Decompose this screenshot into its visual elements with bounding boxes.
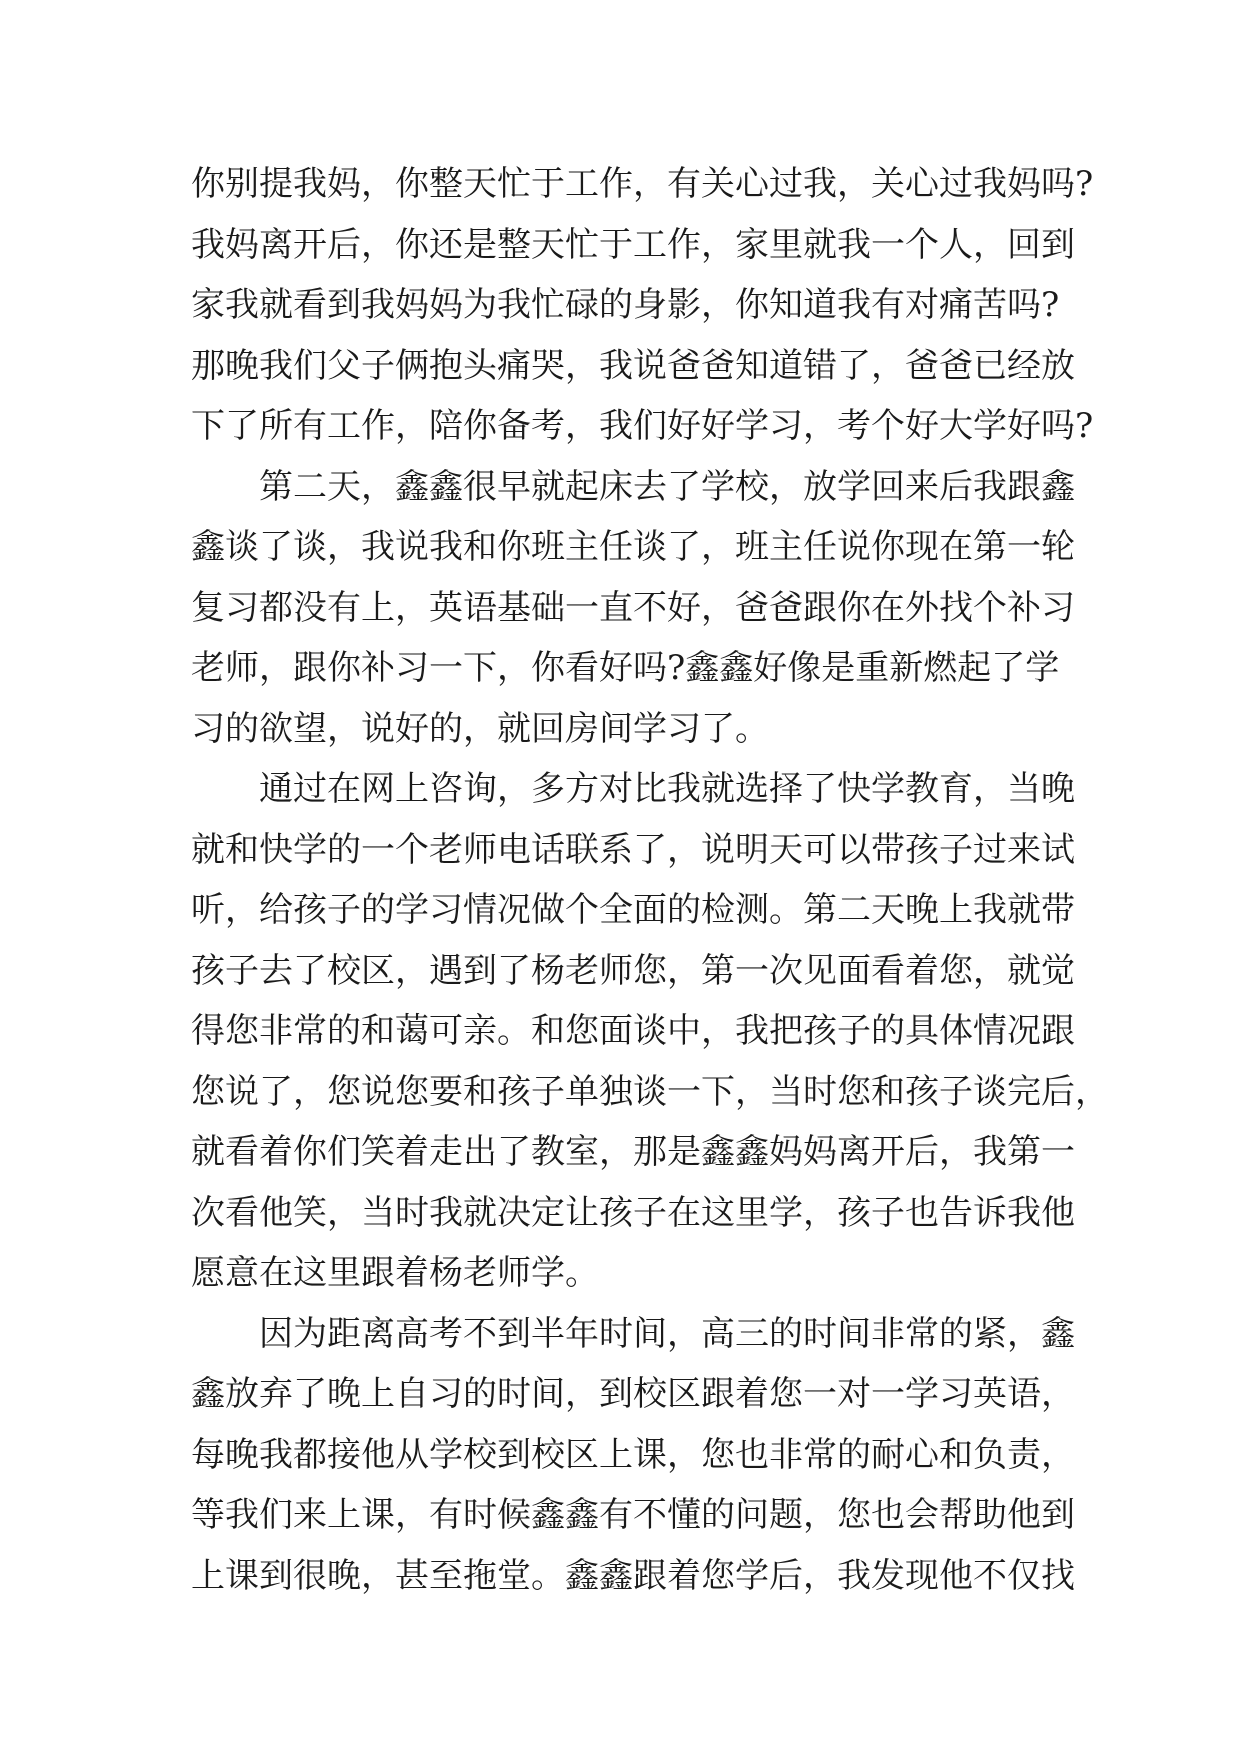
- text-line: 习的欲望，说好的，就回房间学习了。: [191, 708, 769, 749]
- text-line: 因为距离高考不到半年时间，高三的时间非常的紧，鑫: [259, 1313, 1075, 1354]
- text-line: 您说了，您说您要和孩子单独谈一下，当时您和孩子谈完后，: [191, 1071, 1109, 1112]
- paragraph: [191, 1304, 1075, 1607]
- text-line: 老师，跟你补习一下，你看好吗?鑫鑫好像是重新燃起了学: [191, 648, 1060, 688]
- paragraph: [191, 154, 1094, 457]
- text-line: 就和快学的一个老师电话联系了，说明天可以带孩子过来试: [191, 829, 1075, 870]
- text-line: 那晚我们父子俩抱头痛哭，我说爸爸知道错了，爸爸已经放: [191, 345, 1075, 386]
- body-text: [191, 154, 1109, 1606]
- text-line: 愿意在这里跟着杨老师学。: [191, 1253, 599, 1293]
- text-line: 你别提我妈，你整天忙于工作，有关心过我，关心过我妈吗?: [191, 164, 1094, 204]
- text-line: 孩子去了校区，遇到了杨老师您，第一次见面看着您，就觉: [191, 950, 1075, 991]
- text-line: 得您非常的和蔼可亲。和您面谈中，我把孩子的具体情况跟: [191, 1011, 1075, 1051]
- text-line: 鑫放弃了晚上自习的时间，到校区跟着您一对一学习英语，: [191, 1374, 1075, 1414]
- text-line: 鑫谈了谈，我说我和你班主任谈了，班主任说你现在第一轮: [191, 527, 1075, 567]
- text-line: 第二天，鑫鑫很早就起床去了学校，放学回来后我跟鑫: [259, 466, 1075, 507]
- text-line: 每晚我都接他从学校到校区上课，您也非常的耐心和负责，: [191, 1434, 1075, 1475]
- text-line: 就看着你们笑着走出了教室，那是鑫鑫妈妈离开后，我第一: [191, 1132, 1075, 1172]
- text-line: 我妈离开后，你还是整天忙于工作，家里就我一个人，回到: [191, 224, 1075, 265]
- text-line: 上课到很晚，甚至拖堂。鑫鑫跟着您学后，我发现他不仅找: [191, 1555, 1075, 1596]
- paragraph: [191, 457, 1075, 760]
- text-line: 听，给孩子的学习情况做个全面的检测。第二天晚上我就带: [191, 890, 1075, 930]
- paragraph: [191, 759, 1109, 1304]
- text-line: 家我就看到我妈妈为我忙碌的身影，你知道我有对痛苦吗?: [191, 285, 1060, 325]
- text-line: 通过在网上咨询，多方对比我就选择了快学教育，当晚: [259, 769, 1075, 809]
- text-line: 下了所有工作，陪你备考，我们好好学习，考个好大学好吗?: [191, 406, 1094, 446]
- text-line: 等我们来上课，有时候鑫鑫有不懂的问题，您也会帮助他到: [191, 1495, 1075, 1535]
- text-line: 复习都没有上，英语基础一直不好，爸爸跟你在外找个补习: [191, 587, 1075, 628]
- text-line: 次看他笑，当时我就决定让孩子在这里学，孩子也告诉我他: [191, 1192, 1075, 1233]
